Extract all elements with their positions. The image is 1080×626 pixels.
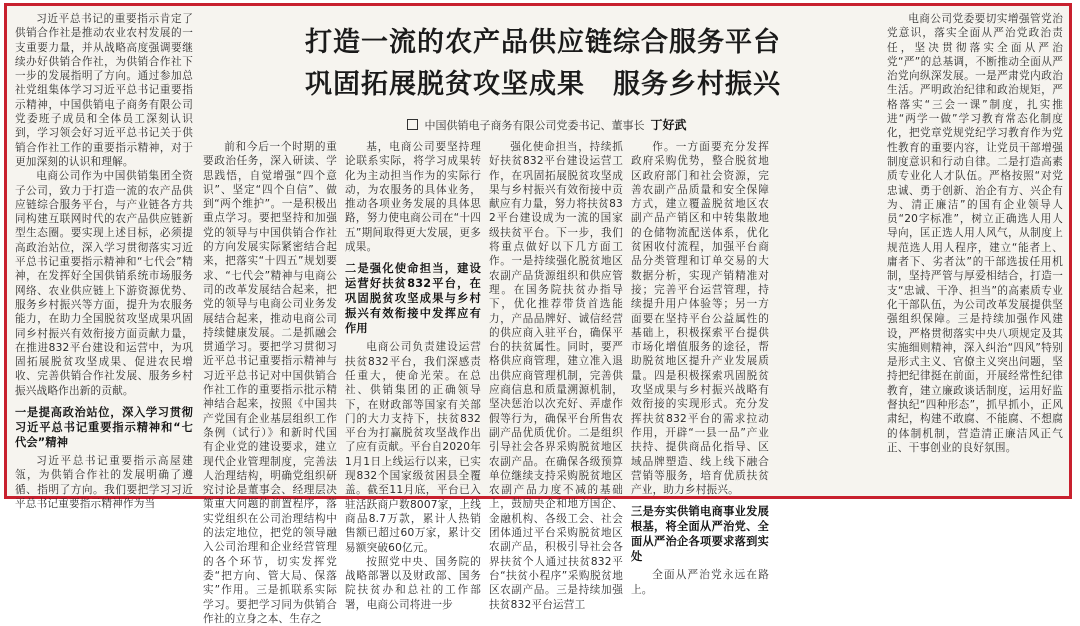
paragraph: 强化使命担当，持续抓好扶贫832平台建设运营工作，在巩固拓展脱贫攻坚成果与乡村振兴有效衔接中贡献应有力量，努力将扶贫832平台建设成为一流的国家级扶贫平台。下一步，我们将重点做好以下几方面工作。一是持续强化脱贫地区农副产品货源组织和供应管理。在国务院扶贫办指导下，优化推荐带货首选能力，产品品牌好、诚信经营的供应商入驻平台，确保平台的扶贫属性。同时，要严格供应商管理，建立准入退出供应商管理机制，完善供应商信息和质量溯源机制，坚决惩治以次充好、弄虚作假等行为，确保平台所售农副产品优质优价。二是组织引导社会各界采购脱贫地区农副产品。在确保各级预算单位继续支持采购脱贫地区农副产品力度不减的基础上，鼓励央企和地方国企、金融机构、各级工会、社会团体通过平台采购脱贫地区农副产品，积极引导社会各界扶贫个人通过扶贫832平台“扶贫小程序”采购脱贫地区农副产品。三是持续加强扶贫832平台运营工 [489,141,623,611]
headline-line-2: 巩固拓展脱贫攻坚成果 服务乡村振兴 [305,69,781,100]
byline-affiliation: 中国供销电子商务有限公司党委书记、董事长 [424,119,645,132]
headline [243,24,843,104]
paragraph: 基，电商公司要坚持理论联系实际，将学习成果转化为主动担当作为的实际行动，为农服务的具体业务，推动各项业务发展的具体思路，努力使电商公司在“十四五”期间取得更大发展，更多成果。 [345,141,481,254]
paragraph: 电商公司作为中国供销集团全资子公司，致力于打造一流的农产品供应链综合服务平台，与产业链各方共同构建互联网时代的农产品供应链新型生态圈。要实现上述目标，必须提高政治站位，深入学习贯彻落实习近平总书记重要指示精神和“七代会”精神，在发挥好全国供销系统市场服务网络、农业供应链上下游资源优势、服务乡村振兴等方面，提升为农服务能力，在助力全国脱贫攻坚成果巩固同乡村振兴有效衔接方面贡献力量，在推进832平台建设和运营中，为巩固拓展脱贫攻坚成果、促进农民增收、完善供销合作社发展、服务乡村振兴战略作出新的贡献。 [15,170,193,397]
column-6 [887,12,1063,494]
paragraph: 按照党中央、国务院的战略部署以及财政部、国务院扶贫办和总社的工作部署，电商公司将进一步 [345,555,481,611]
paragraph: 习近平总书记重要指示高屋建瓴，为供销合作社的发展明确了遵循、指明了方向。我们要把学习习近平总书记重要指示精神作为当 [15,455,193,510]
paragraph: 前和今后一个时期的重要政治任务，深入研读、学思践悟，自觉增强“四个意识”、坚定“四个自信”、做到“两个维护”。一是积极出重点学习。要把坚持和加强党的领导与中国供销合作社的方向发展实际紧密结合起来，把落实“十四五”规划要求、“七代会”精神与电商公司的改革发展结合起来，把党的领导与电商公司业务发展结合起来，推动电商公司持续健康发展。二是抓融会贯通学习。要把学习贯彻习近平总书记重要指示精神与习近平总书记对中国供销合作社工作的重要指示批示精神结合起来，按照《中国共产党国有企业基层组织工作条例（试行）》和新时代国有企业党的建设要求，建立现代企业管理制度，完善法人治理结构，明确党组织研究讨论是董事会、经理层决策重大问题的前置程序，落实党组织在公司治理结构中的法定地位，把党的领导融入公司治理和企业经营管理的各个环节，切实发挥党委“把方向、管大局、保落实”作用。三是抓联系实际学习。要把学习同为供销合作社的立身之本、生存之 [203,141,337,625]
subheading-2: 二是强化使命担当，建设运营好扶贫832平台，在巩固脱贫攻坚成果与乡村振兴有效衔接中发挥应有作用 [345,262,481,336]
paragraph: 电商公司党委要切实增强管党治党意识，落实全面从严治党政治责任，坚决贯彻落实全面从严治党“严”的总基调，不断推动全面从严治党向纵深发展。一是严肃党内政治生活。严明政治纪律和政治规矩，严格落实“三会一课”制度，扎实推进“两学一做”学习教育常态化制度化，把党章党规党纪学习教育作为党性教育的重要内容，让党员干部增强制度意识和行动自律。二是打造高素质专业化人才队伍。严格按照“对党忠诚、勇于创新、治企有方、兴企有为、清正廉洁”的国有企业领导人员“20字标准”，树立正确选人用人导向，匡正选人用人风气，从制度上规范选人用人程序，建立“能者上、庸者下、劣者汰”的干部选拔任用机制，坚持严管与厚爱相结合，打造一支“忠诚、干净、担当”的高素质专业化干部队伍，为公司改革发展提供坚强组织保障。三是持续加强作风建设，严格贯彻落实中央八项规定及其实施细则精神，深入纠治“四风”特别是形式主义、官僚主义突出问题，坚持把纪律挺在前面，开展经常性纪律教育，建立廉政谈话制度，运用好监督执纪“四种形态”，抓早抓小，正风肃纪，构建不敢腐、不能腐、不想腐的体制机制，营造清正廉洁风正气正、干事创业的良好氛围。 [887,13,1063,454]
paragraph: 电商公司负责建设运营扶贫832平台，我们深感责任重大，使命光荣。在总社、供销集团的正确领导下，在财政部等国家有关部门的大力支持下，扶贫832平台为打赢脱贫攻坚战作出了应有贡献。平台自2020年1月1日上线运行以来，已实现832个国家级贫困县全覆盖。截至11月底，平台已入驻活跃商户数8007家，上线商品8.7万款，累计人热销售额已超过60万家，累计交易额突破60亿元。 [345,341,481,554]
paragraph: 习近平总书记的重要指示肯定了供销合作社是推动农业农村发展的一支重要力量，并从战略高度强调要继续办好供销合作社，为供销合作社下一步的发展指明了方向。通过参加总社党组集体学习习近平总书记重要指示精神，中国供销电子商务有限公司党委班子成员和全体员工深刻认识到，学习领会好习近平总书记关于供销合作社工作的重要指示精神，对于更加深刻的认识和理解。 [15,13,193,168]
paragraph: 全面从严治党永远在路上。 [631,569,769,596]
column-2 [203,140,337,625]
column-4 [489,140,623,611]
byline-author: 丁好武 [650,118,687,132]
headline-line-1: 打造一流的农产品供应链综合服务平台 [305,27,781,58]
article-frame [4,3,1072,625]
square-icon [407,119,418,130]
subheading-3: 三是夯实供销电商事业发展根基，将全面从严治党、全面从严治企各项要求落到实处 [631,505,769,564]
column-3 [345,140,481,611]
subheading-1: 一是提高政治站位，深入学习贯彻习近平总书记重要指示精神和“七代会”精神 [15,406,193,450]
column-5 [631,140,769,596]
column-1 [15,12,193,510]
paragraph: 作。一方面要充分发挥政府采购优势，整合脱贫地区政府部门和社会资源，完善农副产品质量和安全保障方式，建立覆盖脱贫地区农副产品产销区和中转集散地的仓储物流配送体系，优化贫困收付流程，加强平台商品分类管理和订单交易的大数据分析，实现产销精准对接；完善平台运营管理，持续提升用户体验等；另一方面要在坚持平台公益属性的基础上，积极探索平台提供市场化增值服务的途径，帮助脱贫地区提升产业发展质量。四是积极探索巩固脱贫攻坚成果与乡村振兴战略有效衔接的实现形式。充分发挥扶贫832平台的需求拉动作用，开辟“一县一品”产业扶持、提供商品化指导、区域品牌塑造、线上线下融合营销等服务，培育优质扶贫产业，助力乡村振兴。 [631,141,769,497]
byline [307,116,787,133]
